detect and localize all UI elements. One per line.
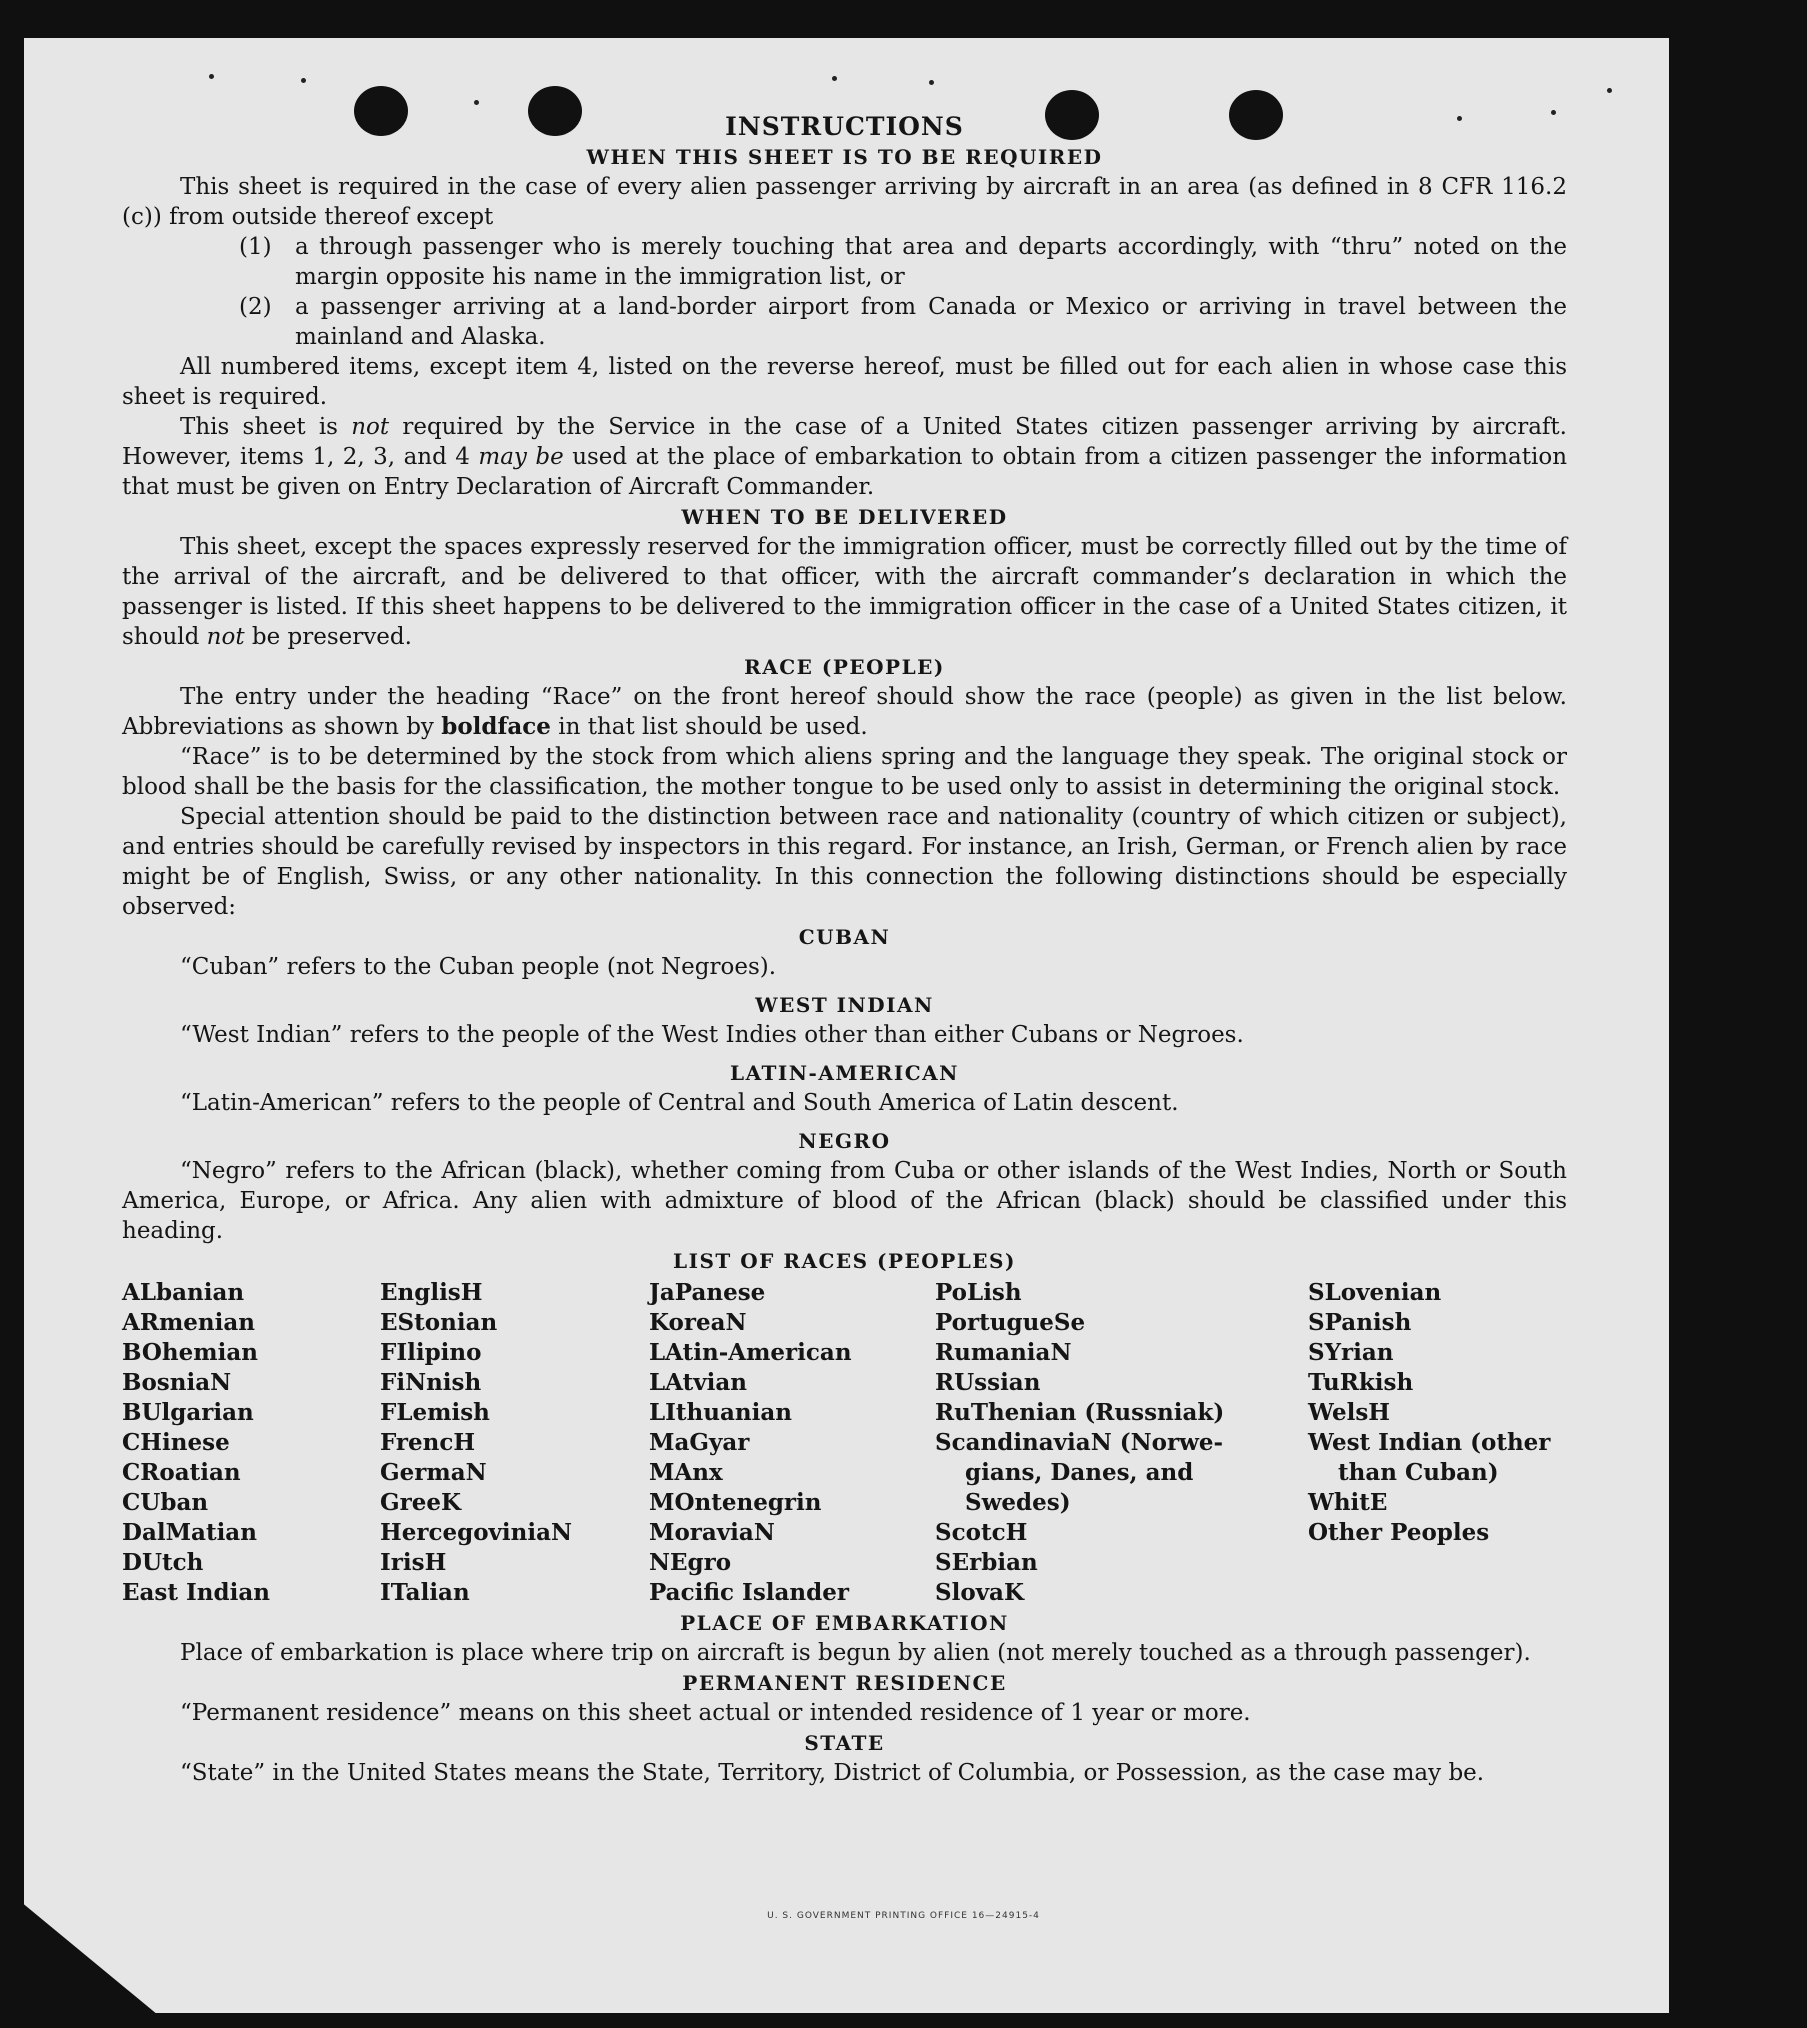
item-number: (2) — [239, 294, 272, 320]
race-entry: SlovaK — [935, 1579, 1024, 1606]
races-list — [122, 1278, 1567, 1608]
race-entry: HercegoviniaN — [380, 1519, 573, 1546]
race-entry: MAnx — [649, 1459, 723, 1486]
italic-text: may be — [478, 444, 564, 470]
race-entry: LAtin-American — [649, 1339, 852, 1366]
race-entry: FIlipino — [380, 1339, 482, 1366]
text-run: in that list should be used. — [558, 714, 868, 740]
paragraph: “State” in the United States means the State, Territory, District of Columbia, or Possession, as the case may be. — [180, 1760, 1485, 1786]
race-entry: RUssian — [935, 1369, 1041, 1396]
race-entry: WhitE — [1308, 1489, 1388, 1516]
paragraph — [122, 412, 1567, 502]
race-entry: LIthuanian — [649, 1399, 792, 1426]
text-run: be preserved. — [251, 624, 412, 650]
section-heading-state: STATE — [804, 1731, 885, 1755]
race-entry: BOhemian — [122, 1339, 258, 1366]
race-entry: WelsH — [1308, 1399, 1391, 1426]
races-sublist — [1308, 1458, 1567, 1488]
race-entry: FLemish — [380, 1399, 490, 1426]
race-entry: DUtch — [122, 1549, 204, 1576]
race-entry: FiNnish — [380, 1369, 482, 1396]
races-column — [122, 1278, 380, 1608]
speck — [1607, 88, 1612, 93]
text-run: This sheet, except the spaces expressly reserved for the immigration officer, must be correctly filled out by the time of the arrival of the aircraft, and be delivered to that officer, with the aircraft commander’s declaration in which the passenger is listed. If this sheet happens to be delivered to the immigration officer in the case of a United States citizen, it should — [122, 534, 1567, 650]
race-entry: West Indian (other — [1308, 1429, 1551, 1456]
section-heading-delivered: WHEN TO BE DELIVERED — [681, 505, 1008, 529]
race-entry: ScandinaviaN (Norwe- — [935, 1429, 1224, 1456]
paragraph: Special attention should be paid to the distinction between race and nationality (country of which citizen or subject), and entries should be carefully revised by inspectors in this regard. For instance, an Irish, German, or French alien by race might be of English, Swiss, or any other nationality. In this connection the following distinctions should be especially observed: — [122, 804, 1567, 920]
race-entry: than Cuban) — [1338, 1459, 1499, 1486]
race-entry: Swedes) — [965, 1489, 1071, 1516]
race-entry: JaPanese — [649, 1279, 766, 1306]
race-entry: EStonian — [380, 1309, 498, 1336]
paragraph: All numbered items, except item 4, listed on the reverse hereof, must be filled out for each alien in whose case this sheet is required. — [122, 354, 1567, 410]
speck — [301, 78, 306, 83]
races-column — [1308, 1278, 1567, 1608]
race-entry: ALbanian — [122, 1279, 245, 1306]
races-sublist — [1308, 1488, 1567, 1548]
section-heading-cuban: CUBAN — [798, 925, 891, 949]
paragraph: This sheet is required in the case of every alien passenger arriving by aircraft in an area (as defined in 8 CFR 116.2 (c)) from outside thereof except — [122, 174, 1567, 230]
race-entry: ITalian — [380, 1579, 470, 1606]
section-heading-west-indian: WEST INDIAN — [755, 993, 934, 1017]
bold-text: boldface — [441, 713, 551, 740]
paragraph — [122, 682, 1567, 742]
italic-text: not — [351, 414, 390, 440]
race-entry: ARmenian — [122, 1309, 256, 1336]
race-entry: SErbian — [935, 1549, 1038, 1576]
race-entry: GreeK — [380, 1489, 462, 1516]
paragraph: “Race” is to be determined by the stock from which aliens spring and the language they speak. The original stock or blood shall be the basis for the classification, the mother tongue to be used only to assist in determining the original stock. — [122, 744, 1567, 800]
race-entry: KoreaN — [649, 1309, 747, 1336]
section-heading-latin-american: LATIN-AMERICAN — [730, 1061, 959, 1085]
text-run: used at the place of embarkation to obtain from a citizen passenger the information that must be given on Entry Declaration of Aircraft Commander. — [122, 444, 1568, 500]
section-heading-embarkation: PLACE OF EMBARKATION — [680, 1611, 1009, 1635]
race-entry: MOntenegrin — [649, 1489, 822, 1516]
race-entry: IrisH — [380, 1549, 447, 1576]
race-entry: gians, Danes, and — [965, 1459, 1194, 1486]
race-entry: SLovenian — [1308, 1279, 1442, 1306]
item-text: a through passenger who is merely touching that area and departs accordingly, with “thru” noted on the margin opposite his name in the immigration list, or — [295, 234, 1567, 290]
races-sublist — [935, 1458, 1308, 1518]
race-entry: CRoatian — [122, 1459, 241, 1486]
race-entry: RumaniaN — [935, 1339, 1072, 1366]
races-sublist — [935, 1518, 1308, 1608]
race-entry: Other Peoples — [1308, 1519, 1490, 1546]
race-entry: SPanish — [1308, 1309, 1412, 1336]
section-heading-required: WHEN THIS SHEET IS TO BE REQUIRED — [586, 145, 1103, 169]
text-run: This sheet is — [180, 414, 338, 440]
race-entry: EnglisH — [380, 1279, 483, 1306]
list-item — [122, 292, 1567, 352]
race-entry: LAtvian — [649, 1369, 747, 1396]
text-run: The entry under the heading “Race” on the front hereof should show the race (people) as given in the list below. Abbreviations as shown by — [122, 684, 1567, 740]
definition: “Negro” refers to the African (black), whether coming from Cuba or other islands of the West Indies, North or South America, Europe, or Africa. Any alien with admixture of blood of the African (black) should be classified under this heading. — [122, 1158, 1567, 1244]
race-entry: Pacific Islander — [649, 1579, 849, 1606]
race-entry: TuRkish — [1308, 1369, 1414, 1396]
text-run: required by the Service in the case of a United States citizen passenger arriving by aircraft. However, items 1, 2, 3, and 4 — [122, 414, 1567, 470]
races-column — [380, 1278, 649, 1608]
race-entry: FrencH — [380, 1429, 476, 1456]
race-entry: CHinese — [122, 1429, 230, 1456]
printer-imprint: U. S. GOVERNMENT PRINTING OFFICE 16—24915-4 — [767, 1911, 1040, 1921]
page-title: INSTRUCTIONS — [725, 112, 964, 141]
speck — [929, 80, 934, 85]
section-heading-race: RACE (PEOPLE) — [744, 655, 945, 679]
speck — [474, 100, 479, 105]
race-entry: MoraviaN — [649, 1519, 775, 1546]
list-item — [122, 232, 1567, 292]
race-entry: DalMatian — [122, 1519, 257, 1546]
race-entry: ScotcH — [935, 1519, 1028, 1546]
race-entry: BosniaN — [122, 1369, 232, 1396]
section-heading-residence: PERMANENT RESIDENCE — [682, 1671, 1007, 1695]
race-entry: PortugueSe — [935, 1309, 1086, 1336]
races-column — [935, 1278, 1308, 1608]
race-entry: East Indian — [122, 1579, 270, 1606]
race-entry: BUlgarian — [122, 1399, 254, 1426]
paragraph: “Permanent residence” means on this sheet actual or intended residence of 1 year or more. — [180, 1700, 1251, 1726]
race-entry: GermaN — [380, 1459, 487, 1486]
item-number: (1) — [239, 234, 272, 260]
races-column — [649, 1278, 935, 1608]
section-heading-negro: NEGRO — [798, 1129, 891, 1153]
paragraph: Place of embarkation is place where trip on aircraft is begun by alien (not merely touched as a through passenger). — [180, 1640, 1531, 1666]
italic-text: not — [206, 624, 245, 650]
definition: “Cuban” refers to the Cuban people (not Negroes). — [180, 954, 777, 980]
definition: “West Indian” refers to the people of the West Indies other than either Cubans or Negroes. — [180, 1022, 1244, 1048]
race-entry: NEgro — [649, 1549, 732, 1576]
instructions-text — [122, 112, 1567, 1788]
speck — [832, 76, 837, 81]
paragraph — [122, 532, 1567, 652]
race-entry: PoLish — [935, 1279, 1022, 1306]
races-sublist — [1308, 1278, 1567, 1458]
race-entry: MaGyar — [649, 1429, 750, 1456]
item-text: a passenger arriving at a land-border airport from Canada or Mexico or arriving in travel between the mainland and Alaska. — [295, 294, 1567, 350]
definition: “Latin-American” refers to the people of Central and South America of Latin descent. — [180, 1090, 1179, 1116]
race-entry: RuThenian (Russniak) — [935, 1399, 1225, 1426]
speck — [209, 74, 214, 79]
races-sublist — [935, 1278, 1308, 1458]
race-entry: CUban — [122, 1489, 209, 1516]
race-entry: SYrian — [1308, 1339, 1394, 1366]
section-heading-list-of-races: LIST OF RACES (PEOPLES) — [673, 1249, 1016, 1273]
